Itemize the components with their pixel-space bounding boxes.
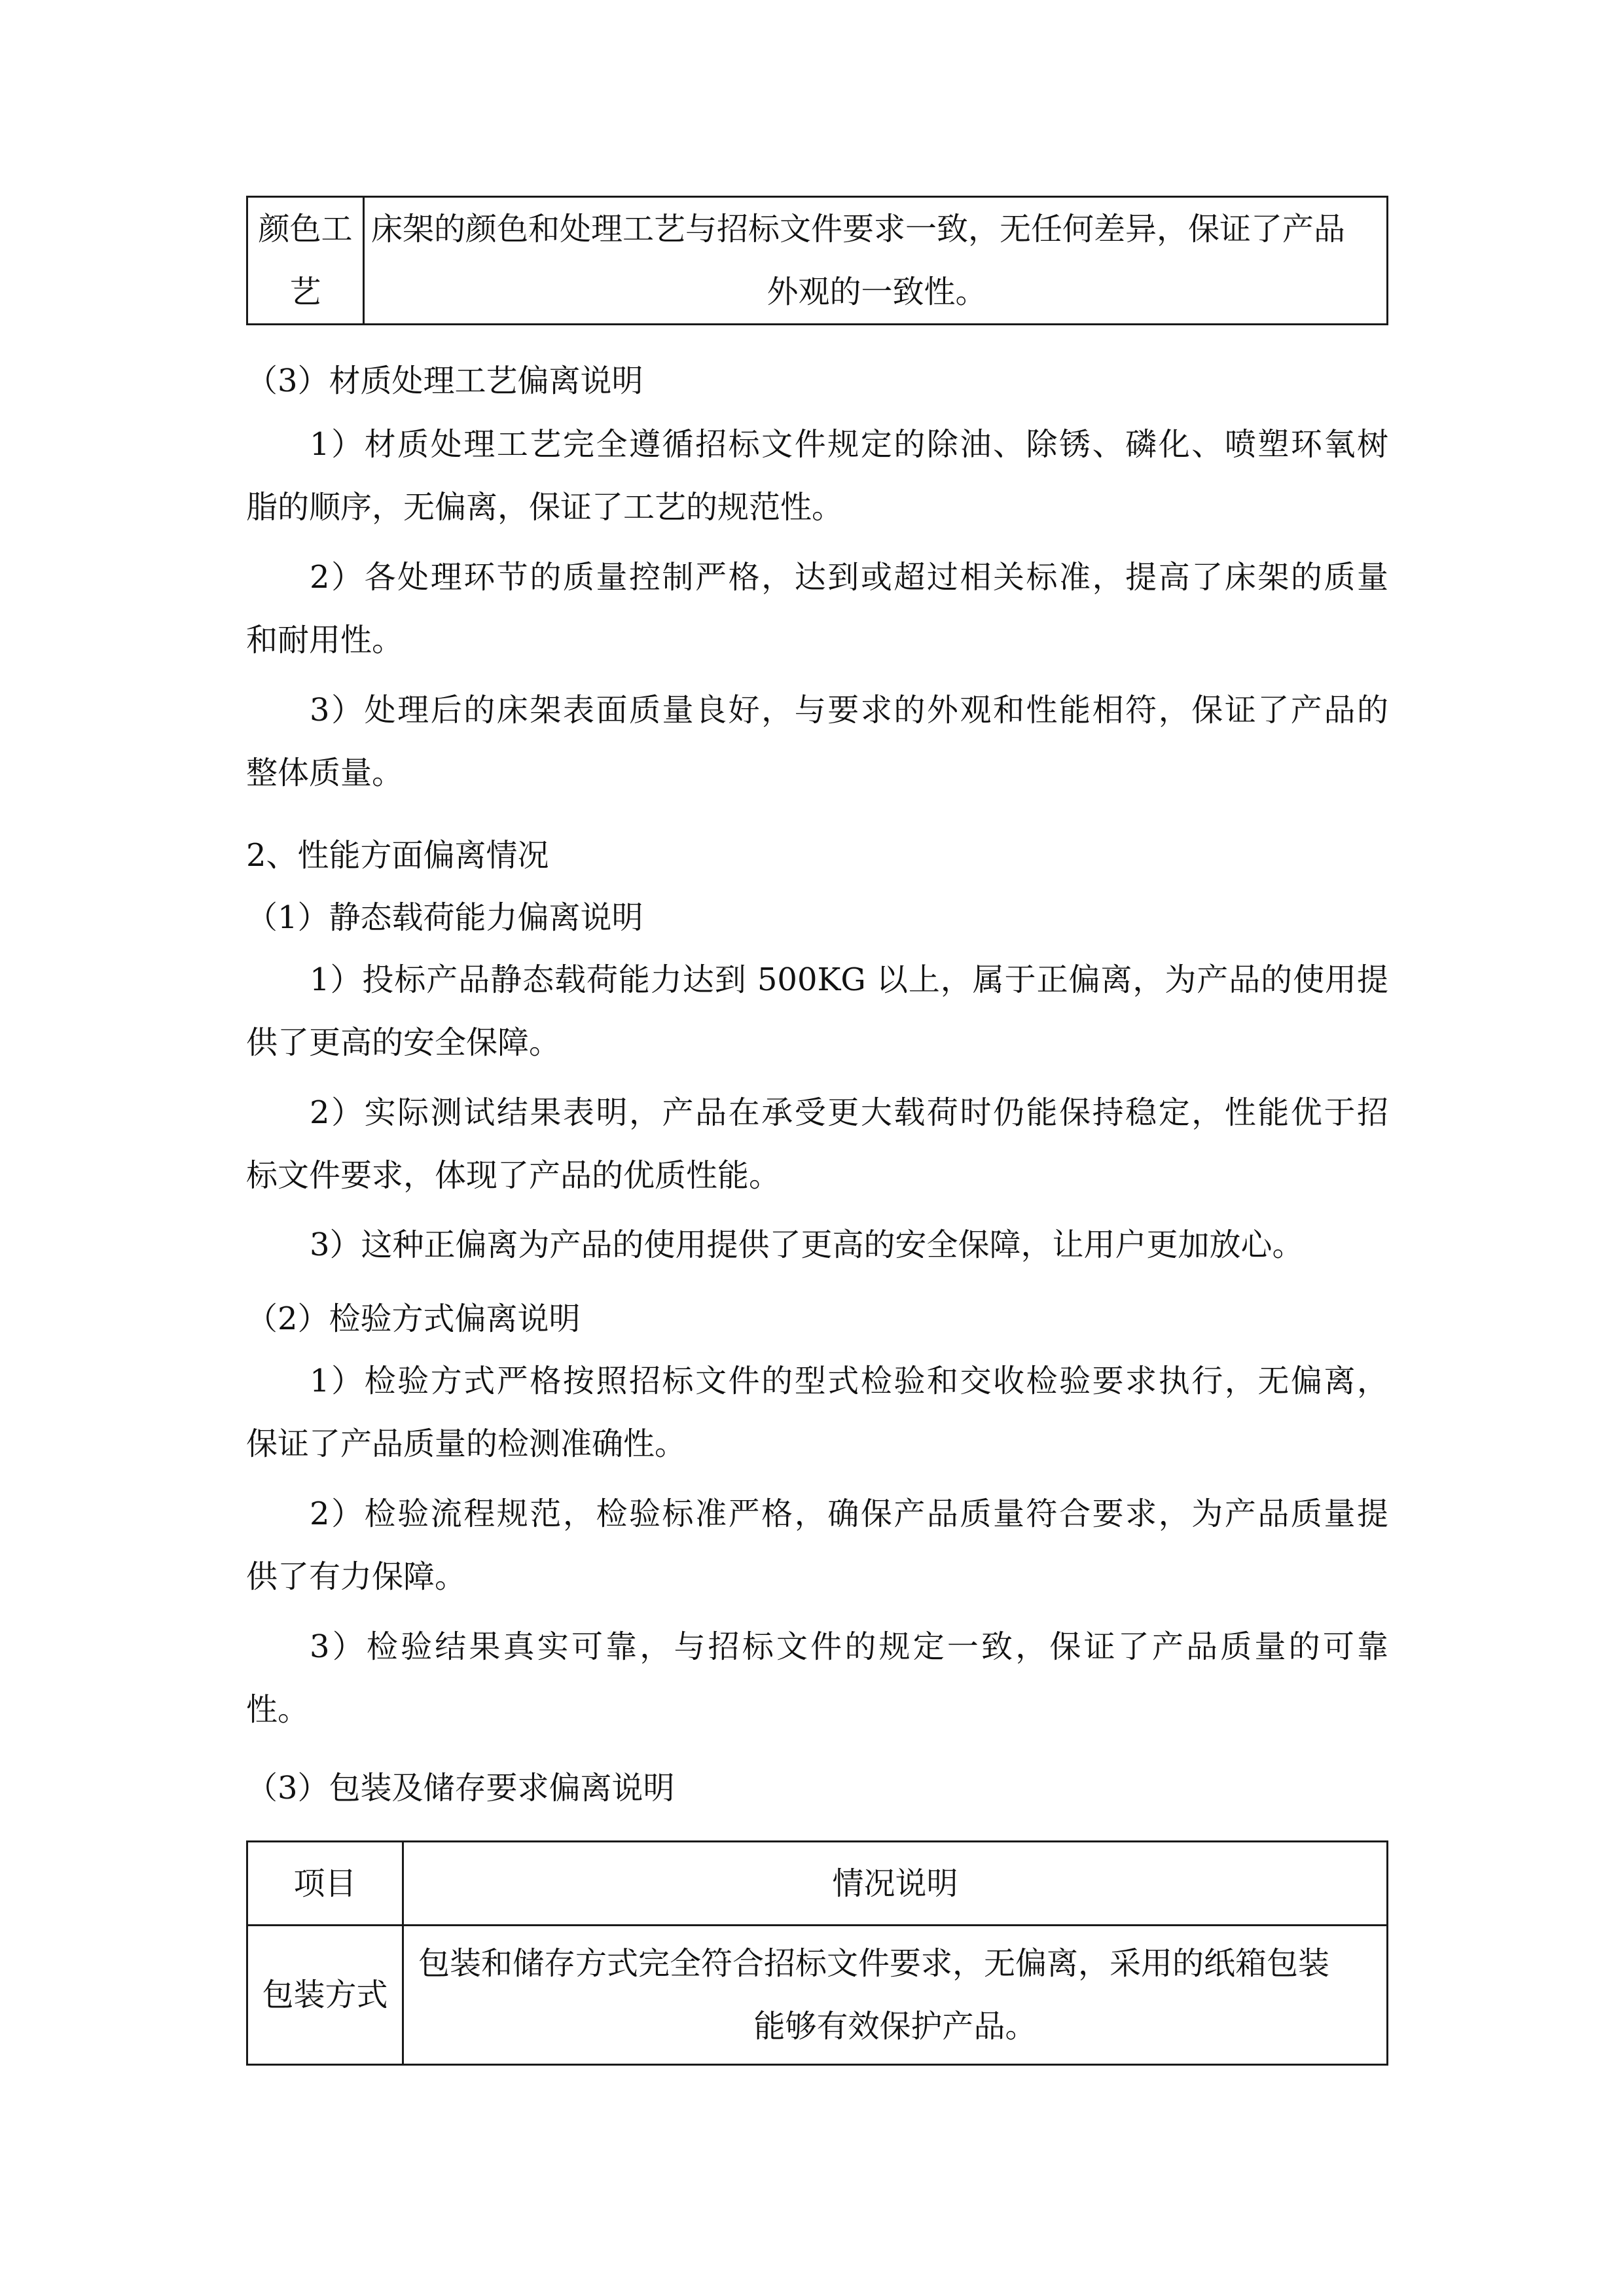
paragraph-line: 整体质量。	[246, 755, 404, 791]
paragraph-line: 1）投标产品静态载荷能力达到 500KG 以上，属于正偏离，为产品的使用提	[310, 961, 1388, 998]
paragraph-line: 3）处理后的床架表面质量良好，与要求的外观和性能相符，保证了产品的	[310, 692, 1388, 728]
section-heading: 2、性能方面偏离情况	[246, 837, 549, 874]
table-header-row	[247, 1842, 1388, 1926]
paragraph-line: 性。	[246, 1691, 310, 1728]
paragraph-line: 3）检验结果真实可靠，与招标文件的规定一致，保证了产品质量的可靠	[310, 1628, 1388, 1665]
table-row	[247, 1926, 1388, 2065]
paragraph-line: 和耐用性。	[246, 622, 404, 658]
row-text-line-1: 包装和储存方式完全符合招标文件要求，无偏离，采用的纸箱包装	[418, 1945, 1330, 1982]
label-line-2: 艺	[289, 274, 321, 310]
packaging-table	[246, 1840, 1388, 2066]
header-cell-desc: 情况说明	[403, 1842, 1388, 1926]
subsection-heading: （1）静态载荷能力偏离说明	[246, 899, 643, 936]
paragraph-line: 1）材质处理工艺完全遵循招标文件规定的除油、除锈、磷化、喷塑环氧树	[310, 426, 1388, 463]
row-label-cell: 包装方式	[247, 1926, 403, 2065]
row-text-cell	[403, 1926, 1388, 2065]
paragraph-line: 2）实际测试结果表明，产品在承受更大载荷时仍能保持稳定，性能优于招	[310, 1094, 1388, 1131]
paragraph-line: 2）各处理环节的质量控制严格，达到或超过相关标准，提高了床架的质量	[310, 559, 1388, 596]
table-cell-text	[364, 197, 1388, 325]
color-process-table	[246, 196, 1388, 325]
paragraph-line: 保证了产品质量的检测准确性。	[246, 1426, 687, 1462]
row-text-line-2: 能够有效保护产品。	[753, 2008, 1037, 2045]
table-row	[247, 197, 1388, 325]
header-cell-item: 项目	[247, 1842, 403, 1926]
paragraph-line: 供了有力保障。	[246, 1558, 467, 1595]
paragraph-line: 脂的顺序，无偏离，保证了工艺的规范性。	[246, 489, 844, 526]
subsection-heading: （2）检验方式偏离说明	[246, 1300, 581, 1337]
label-line-1: 颜色工	[258, 211, 353, 247]
text-line-1: 床架的颜色和处理工艺与招标文件要求一致，无任何差异，保证了产品	[371, 211, 1346, 247]
paragraph-line: 1）检验方式严格按照招标文件的型式检验和交收检验要求执行，无偏离，	[310, 1363, 1388, 1399]
subsection-heading: （3）包装及储存要求偏离说明	[246, 1770, 675, 1806]
paragraph-line: 标文件要求，体现了产品的优质性能。	[246, 1157, 781, 1194]
section-heading: （3）材质处理工艺偏离说明	[246, 363, 643, 399]
paragraph-line: 3）这种正偏离为产品的使用提供了更高的安全保障，让用户更加放心。	[310, 1227, 1304, 1263]
table-cell-label	[247, 197, 364, 325]
text-line-2: 外观的一致性。	[767, 274, 987, 310]
paragraph-line: 供了更高的安全保障。	[246, 1024, 561, 1061]
paragraph-line: 2）检验流程规范，检验标准严格，确保产品质量符合要求，为产品质量提	[310, 1496, 1388, 1532]
